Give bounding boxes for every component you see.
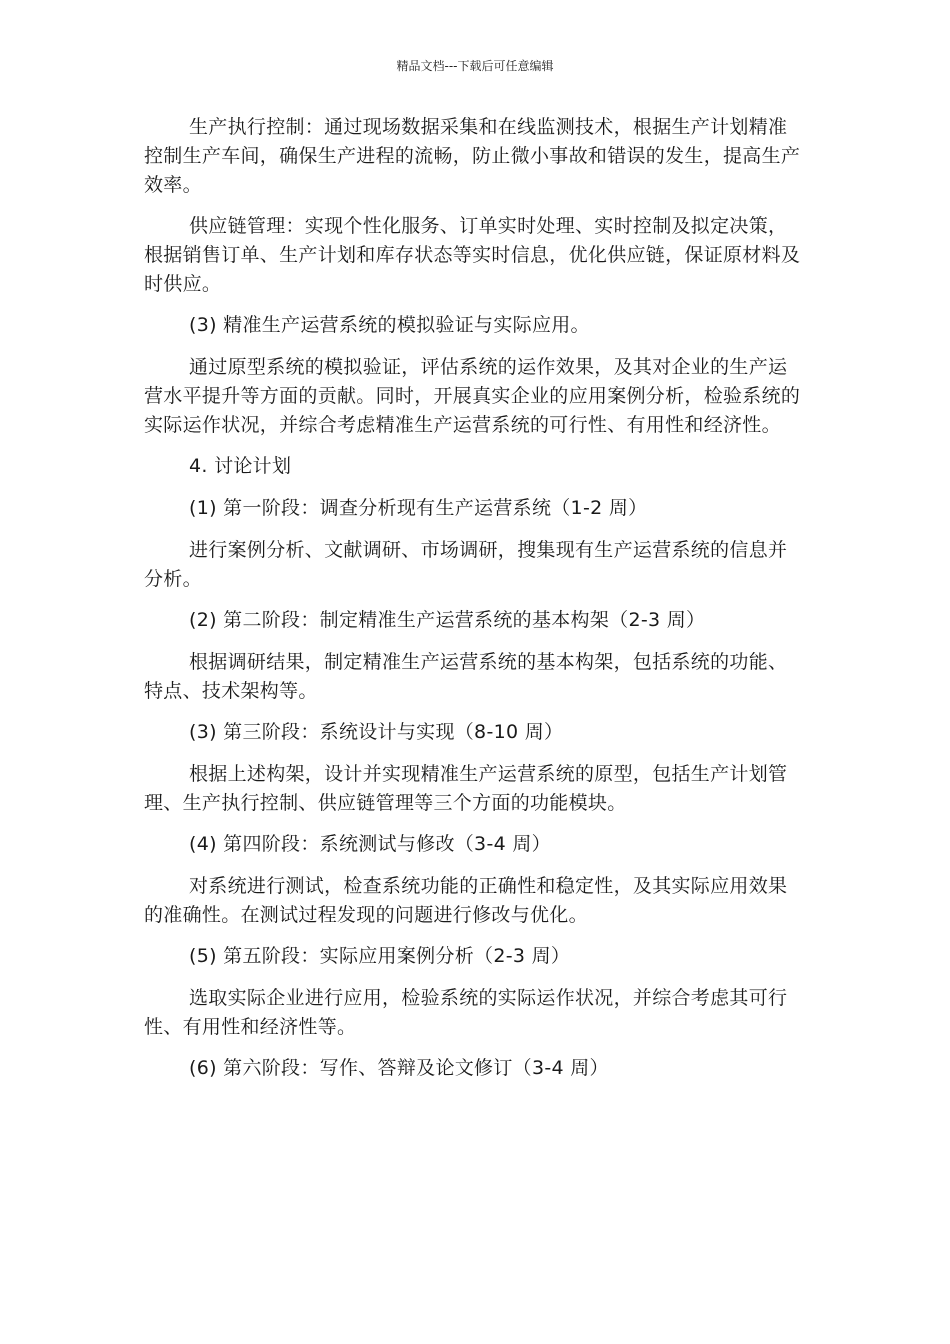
page-header: 精品文档---下载后可任意编辑 xyxy=(396,59,554,73)
stage-heading-4: (4) 第四阶段：系统测试与修改（3-4 周） xyxy=(189,833,551,855)
stage-heading-3: (3) 第三阶段：系统设计与实现（8-10 周） xyxy=(189,721,564,743)
stage-description-4: 对系统进行测试，检查系统功能的正确性和稳定性，及其实际应用效果的准确性。在测试过程发现的问题进行修改与优化。 xyxy=(144,875,788,926)
stage-heading-6: (6) 第六阶段：写作、答辩及论文修订（3-4 周） xyxy=(189,1057,609,1079)
stage-heading-1: (1) 第一阶段：调查分析现有生产运营系统（1-2 周） xyxy=(189,497,648,519)
paragraph-supply-chain: 供应链管理：实现个性化服务、订单实时处理、实时控制及拟定决策，根据销售订单、生产计划和库存状态等实时信息，优化供应链，保证原材料及时供应。 xyxy=(144,215,801,295)
stage-description-5: 选取实际企业进行应用，检验系统的实际运作状况，并综合考虑其可行性、有用性和经济性等。 xyxy=(144,987,788,1038)
paragraph-production-execution: 生产执行控制：通过现场数据采集和在线监测技术，根据生产计划精准控制生产车间，确保生产进程的流畅，防止微小事故和错误的发生，提高生产效率。 xyxy=(144,116,801,196)
stage-description-2: 根据调研结果，制定精准生产运营系统的基本构架，包括系统的功能、特点、技术架构等。 xyxy=(144,651,788,702)
section-heading-plan: 4. 讨论计划 xyxy=(189,455,292,477)
stage-description-3: 根据上述构架，设计并实现精准生产运营系统的原型，包括生产计划管理、生产执行控制、供应链管理等三个方面的功能模块。 xyxy=(144,763,788,814)
document-body xyxy=(144,113,804,1096)
paragraph-simulation: 通过原型系统的模拟验证，评估系统的运作效果，及其对企业的生产运营水平提升等方面的贡献。同时，开展真实企业的应用案例分析，检验系统的实际运作状况，并综合考虑精准生产运营系统的可行性、有用性和经济性。 xyxy=(144,356,801,436)
stage-heading-2: (2) 第二阶段：制定精准生产运营系统的基本构架（2-3 周） xyxy=(189,609,706,631)
section-heading-simulation: (3) 精准生产运营系统的模拟验证与实际应用。 xyxy=(189,314,590,336)
stage-heading-5: (5) 第五阶段：实际应用案例分析（2-3 周） xyxy=(189,945,571,967)
stage-description-1: 进行案例分析、文献调研、市场调研，搜集现有生产运营系统的信息并分析。 xyxy=(144,539,788,590)
